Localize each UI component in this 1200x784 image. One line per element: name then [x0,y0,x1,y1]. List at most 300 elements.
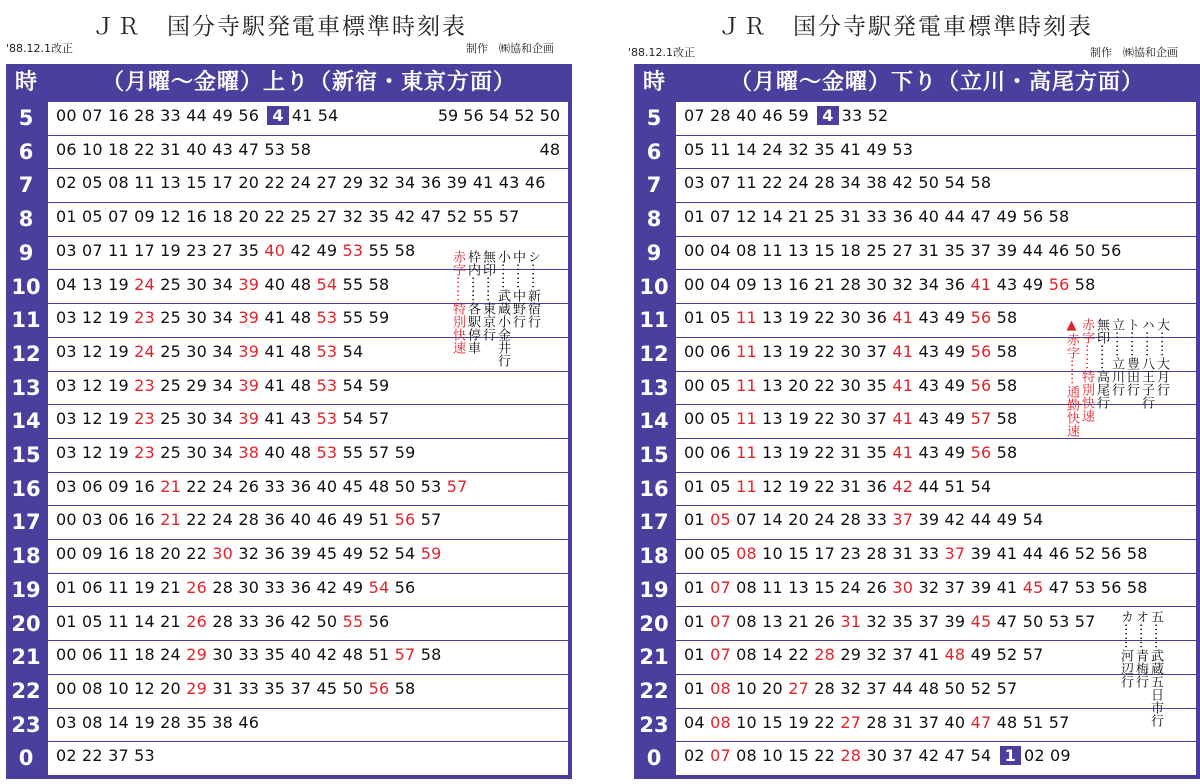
departure-minutes [56,612,389,631]
hour-row [48,136,568,170]
departure-group: 12 19 22 31 36 [762,476,888,496]
rapid-departure: 53 [342,240,364,260]
departure-group: 03 07 11 22 24 28 34 38 42 50 54 58 [684,173,992,193]
departure-group: 39 41 44 46 52 56 58 [970,544,1148,564]
rapid-departure: 39 [238,341,260,361]
legend-entry [450,250,465,354]
legend-entry [1154,318,1169,396]
departure-group: 00 06 [684,341,731,361]
departure-group: 43 49 [996,274,1044,294]
hour-label: 6 [646,139,662,164]
departure-minutes [56,275,389,294]
departure-minutes [56,207,520,226]
departure-group: 43 49 [918,375,966,395]
hour-label: 23 [11,712,41,737]
legend-entry [1139,318,1154,409]
departure-group: 00 05 [684,375,731,395]
hour-label: 10 [11,274,41,299]
departure-group: 41 48 [264,375,312,395]
legend-mark: 五 [1148,610,1163,623]
legend-entry [510,250,525,328]
hour-label: 19 [11,577,41,602]
departure-minutes [56,544,441,563]
rapid-departure: 41 [892,409,914,429]
departure-minutes [684,612,1096,631]
rapid-departure: 23 [134,375,155,395]
departure-minutes [56,106,339,125]
hour-label: 0 [18,746,34,771]
departure-group: 01 [684,678,705,698]
hour-label: 11 [11,308,41,333]
departure-minutes [684,173,991,192]
hour-label: 12 [639,341,669,366]
departure-group: 28 32 37 44 48 50 52 57 [814,678,1018,698]
departure-group: 01 05 11 14 21 [56,611,181,631]
departure-group: 13 19 22 31 35 [762,443,888,462]
departure-minutes [684,207,1069,226]
legend-meaning: 河辺行 [1118,649,1133,688]
hour-label: 16 [639,476,669,501]
departure-group: 42 49 [290,240,338,260]
departure-group: 03 12 19 [56,409,129,429]
legend-mark: 無印 [480,250,495,276]
first-train-hour-badge: 1 [1000,746,1021,765]
hour-label: 14 [639,409,669,434]
rapid-departure: 54 [316,274,338,294]
departure-group: 00 04 08 11 13 15 18 25 27 31 35 37 39 44 46 50 56 [684,240,1122,260]
hour-label: 17 [639,510,669,535]
legend-mark: カ [1118,610,1133,623]
legend-meaning: 新宿行 [525,289,540,328]
departure-minutes [56,140,311,159]
hour-row [676,574,1196,608]
hour-label: 22 [11,678,41,703]
legend-entry [480,250,495,341]
rapid-departure: 30 [892,577,914,597]
departure-group: 55 58 [368,240,416,260]
rapid-departure: 29 [186,678,208,698]
rapid-departure: 56 [970,308,992,328]
hour-row [48,742,568,776]
rapid-departure: 41 [970,274,992,294]
rapid-departure: 42 [892,476,914,496]
rapid-departure: 53 [316,443,338,462]
hour-label: 11 [639,308,669,333]
rapid-departure: 11 [736,308,757,328]
rapid-departure: 38 [238,443,260,462]
legend-entry [1094,318,1109,409]
departure-group: 08 14 22 [736,645,809,665]
departure-group: 25 30 34 [160,274,234,294]
rapid-departure: 07 [710,746,731,766]
rapid-departure: 57 [970,409,992,429]
legend-leader: ⋯⋯ [1139,331,1154,357]
departure-group: 25 30 34 [160,341,234,361]
departure-group: 55 59 [342,308,390,328]
departure-group: 32 35 37 39 [866,611,966,631]
legend-mark: 枠内 [465,250,480,276]
hour-row [676,136,1196,170]
hour-row [48,169,568,203]
departure-minutes [684,746,1071,765]
hour-row [48,372,568,406]
maker-right: 制作 ㈱協和企画 [1090,46,1178,59]
departure-group: 47 50 53 57 [996,611,1096,631]
departure-group: 25 30 34 [160,308,234,328]
legend-mark: 大 [1154,318,1169,331]
legend-meaning: 東京行 [480,302,495,341]
legend-leader: ⋯⋯ [1154,331,1169,357]
departure-minutes [684,477,991,496]
rapid-departure: 31 [840,611,862,631]
hour-label: 15 [11,443,41,467]
hour-label: 20 [639,611,669,636]
departure-group: 01 [684,645,705,665]
departure-group: 29 32 37 41 [840,645,940,665]
departure-group: 55 58 [342,274,390,294]
rapid-departure: 45 [1022,577,1044,597]
hour-row [676,473,1196,507]
legend-leader: ⋯⋯ [465,276,480,302]
departure-minutes [56,578,415,597]
legend-meaning: 特別快速 [450,302,465,354]
legend-entry [1133,610,1148,688]
departure-group: 56 [394,577,416,597]
rapid-departure: 56 [970,375,992,395]
departure-group: 33 52 [841,106,889,125]
hour-row [676,102,1196,136]
departure-group: 47 53 56 58 [1048,577,1148,597]
rapid-departure: 21 [160,476,181,496]
departure-group: 43 49 [918,409,966,429]
departure-group: 02 09 [1023,746,1071,766]
rapid-departure: 56 [970,443,992,462]
hour-label: 0 [646,746,662,771]
rapid-departure: 53 [316,341,338,361]
departure-group: 39 42 44 49 54 [918,510,1044,530]
departure-minutes [684,308,1017,327]
hour-row [48,506,568,540]
departure-group: 41 48 [264,308,312,328]
rapid-departure: 56 [970,341,992,361]
departure-group: 58 [996,308,1018,328]
departure-group: 22 24 26 33 36 40 45 48 50 53 [186,476,442,496]
rapid-departure: 24 [134,341,155,361]
page-title-left: ＪＲ 国分寺駅発電車標準時刻表 [92,14,467,40]
departure-group: 04 13 19 [56,274,129,294]
departure-group: 00 06 11 18 24 [56,645,181,665]
departure-group: 10 15 19 22 [736,712,836,732]
departure-group: 58 [1074,274,1096,294]
legend-meaning: 立川行 [1109,357,1124,396]
departure-group: 32 36 39 45 49 52 54 [238,544,416,564]
hour-label: 9 [646,240,662,265]
rapid-departure: 07 [710,611,731,631]
late-departures: 59 56 54 52 50 [437,106,560,125]
legend-mark: ト [1124,318,1139,331]
legend-mark: 赤字 [450,250,465,276]
rapid-departure: 11 [736,375,757,395]
legend-leader: ⋯⋯ [480,276,495,302]
departure-minutes [56,173,546,192]
rapid-departure: 53 [316,375,338,395]
departure-group: 08 10 15 22 [736,746,836,766]
rapid-departure: 28 [840,746,862,766]
departure-group: 00 03 06 16 [56,510,155,530]
departure-group: 03 08 14 19 28 35 38 46 [56,712,260,732]
departure-group: 58 [996,375,1018,395]
rapid-departure: 57 [394,645,416,665]
hour-label: 7 [646,173,662,198]
departure-group: 25 29 34 [160,375,234,395]
departure-group: 06 10 18 22 31 40 43 47 53 58 [56,139,312,159]
rapid-departure: 37 [944,544,966,564]
rapid-departure: 08 [710,712,731,732]
departure-group: 13 19 22 30 37 [762,409,888,429]
legend-mark: ハ [1139,318,1154,331]
legend-leader: ⋯⋯ [1064,359,1079,385]
hour-row [48,641,568,675]
departure-group: 03 12 19 [56,308,129,328]
rapid-departure: 30 [212,544,234,564]
header-left [6,64,572,102]
departure-minutes [684,241,1121,260]
rapid-departure: 56 [368,678,390,698]
departure-group: 02 05 08 11 13 15 17 20 22 24 27 29 32 34 36 39 41 43 46 [56,173,546,193]
departure-minutes [56,308,389,327]
legend-mark: 無印 [1094,318,1109,344]
legend-meaning: 武蔵五日市行 [1148,649,1163,727]
departure-group: 40 48 [264,274,312,294]
departure-minutes [684,510,1043,529]
departure-group: 01 07 12 14 21 25 31 33 36 40 44 47 49 56 58 [684,207,1070,227]
legend-leader: ⋯⋯ [1094,344,1109,370]
legend-meaning: 青梅行 [1133,649,1148,688]
departure-group: 25 30 34 [160,443,234,462]
legend-right-secondary [1118,610,1163,727]
departure-group: 00 07 16 28 33 44 49 56 [56,106,260,125]
departure-group: 58 [394,678,416,698]
departure-minutes [684,376,1017,395]
rapid-departure: 39 [238,375,260,395]
revision-date-right: '88.12.1改正 [628,46,696,59]
departure-group: 58 [420,645,442,665]
rapid-departure: 27 [788,678,809,698]
hour-row [676,271,1196,305]
departure-group: 03 07 11 17 19 23 27 35 [56,240,260,260]
departure-minutes [56,645,441,664]
departure-group: 08 11 13 15 24 26 [736,577,888,597]
rapid-departure: 27 [840,712,862,732]
legend-meaning: 八王子行 [1139,357,1154,409]
departure-group: 03 12 19 [56,341,129,361]
rapid-departure: 53 [316,409,338,429]
departure-group: 00 05 [684,544,731,564]
departure-group: 49 52 57 [970,645,1044,665]
departure-group: 13 20 22 30 35 [762,375,888,395]
header-right [634,64,1200,102]
departure-group: 54 57 [342,409,390,429]
departure-minutes [684,106,888,125]
departure-group: 43 49 [918,443,966,462]
rapid-departure: 41 [892,341,914,361]
first-train-hour-badge: 4 [267,106,288,125]
hour-label: 5 [18,106,34,130]
departure-minutes [56,746,155,765]
rapid-departure: 47 [970,712,992,732]
legend-mark: 小 [495,250,510,263]
legend-meaning: 中野行 [510,289,525,328]
hour-label: 22 [639,678,669,703]
departure-minutes [56,713,259,732]
departure-minutes [56,443,415,462]
rapid-departure: 11 [736,443,757,462]
departure-minutes [56,679,415,698]
legend-entry [525,250,540,328]
hour-row [676,540,1196,574]
timetable-frame-right [634,64,1200,779]
departure-group: 44 51 54 [918,476,992,496]
departure-group: 28 33 36 42 50 [212,611,338,631]
legend-entry [1118,610,1133,688]
departure-group: 41 48 [264,341,312,361]
rapid-departure: 11 [736,476,757,496]
rapid-departure: 08 [736,544,757,564]
hour-row [48,102,568,136]
legend-meaning: 通勤快速 [1064,385,1079,437]
departure-group: 30 33 35 40 42 48 51 [212,645,390,665]
departure-group: 07 14 20 24 28 33 [736,510,888,530]
rapid-departure: 55 [342,611,364,631]
departure-group: 00 04 09 13 16 21 28 30 32 34 36 [684,274,966,294]
departure-group: 04 [684,712,705,732]
legend-mark: シ [525,250,540,263]
first-train-hour-badge: 4 [817,106,838,125]
legend-left [450,250,540,367]
legend-entry [1109,318,1124,396]
hour-label: 12 [11,341,41,366]
rapid-departure: 53 [316,308,338,328]
hour-row [48,473,568,507]
hour-label: 5 [646,106,662,130]
hour-label: 8 [646,207,662,232]
rapid-departure: 24 [134,274,155,294]
rapid-departure: 57 [446,476,468,496]
departure-group: 54 59 [342,375,390,395]
departure-group: 55 57 59 [342,443,416,462]
hour-row [48,405,568,439]
rapid-departure: 56 [394,510,416,530]
departure-group: 01 [684,611,705,631]
departure-group: 10 15 17 23 28 31 33 [762,544,940,564]
hour-label: 20 [11,611,41,636]
rapid-departure: 39 [238,274,260,294]
departure-group: 43 49 [918,341,966,361]
departure-minutes [684,275,1096,294]
legend-leader: ⋯⋯ [1133,623,1148,649]
legend-leader: ⋯⋯ [495,263,510,289]
legend-mark: オ [1133,610,1148,623]
rapid-departure: 23 [134,443,155,462]
hour-label: 13 [11,375,41,400]
legend-meaning: 特別快速 [1079,370,1094,422]
maker-left: 制作 ㈱協和企画 [466,42,554,55]
legend-meaning: 高尾行 [1094,370,1109,409]
legend-mark: ▲赤字 [1064,318,1079,359]
hour-label: 19 [639,577,669,602]
hour-label: 18 [11,544,41,569]
hour-row [48,574,568,608]
hour-header: 時 [642,70,665,95]
rapid-departure: 54 [368,577,390,597]
legend-entry [1148,610,1163,727]
departure-minutes [56,376,389,395]
departure-group: 01 05 07 09 12 16 18 20 22 25 27 32 35 42 47 52 55 57 [56,207,520,227]
legend-entry [1064,318,1079,437]
departure-group: 01 05 [684,476,731,496]
legend-leader: ⋯⋯ [1109,331,1124,357]
rapid-departure: 56 [1048,274,1070,294]
departure-group: 01 [684,510,705,530]
hour-row [676,439,1196,473]
rapid-departure: 41 [892,375,914,395]
hour-row [48,675,568,709]
departure-group: 01 [684,577,705,597]
hour-row [48,203,568,237]
departure-group: 02 22 37 53 [56,746,155,766]
departure-minutes [684,140,913,159]
departure-group: 13 19 22 30 36 [762,308,888,328]
departure-group: 57 [420,510,442,530]
departure-group: 07 28 40 46 59 [684,106,809,125]
legend-leader: ⋯⋯ [1079,344,1094,370]
rapid-departure: 23 [134,308,155,328]
departure-group: 02 [684,746,705,766]
timetable-frame-left [6,64,572,779]
departure-minutes [684,342,1017,361]
departure-minutes [684,713,1070,732]
departure-group: 58 [996,443,1018,462]
departure-minutes [684,443,1017,462]
departure-group: 41 43 [264,409,312,429]
rapid-departure: 41 [892,308,914,328]
departure-group: 00 06 [684,443,731,462]
hour-label: 10 [639,274,669,299]
legend-entry [1124,318,1139,396]
rapid-departure: 07 [710,645,731,665]
legend-meaning: 武蔵小金井行 [495,289,510,367]
legend-mark: 赤字 [1079,318,1094,344]
legend-meaning: 大月行 [1154,357,1169,396]
timetable-left [0,0,590,784]
legend-entry [495,250,510,367]
rapid-departure: 26 [186,611,208,631]
hour-label: 23 [639,712,669,737]
departure-group: 25 30 34 [160,409,234,429]
hour-header: 時 [14,70,37,95]
hour-label: 21 [639,645,669,670]
legend-meaning: 豊田行 [1124,357,1139,396]
legend-leader: ⋯⋯ [1118,623,1133,649]
late-departures: 48 [539,139,560,159]
legend-leader: ⋯⋯ [1124,331,1139,357]
departure-minutes [56,477,468,496]
hour-label: 21 [11,645,41,670]
legend-leader: ⋯⋯ [1148,623,1163,649]
hour-row [676,742,1196,776]
departure-group: 08 13 21 26 [736,611,836,631]
direction-title: （月曜〜金曜）上り（新宿・東京方面） [101,70,516,95]
